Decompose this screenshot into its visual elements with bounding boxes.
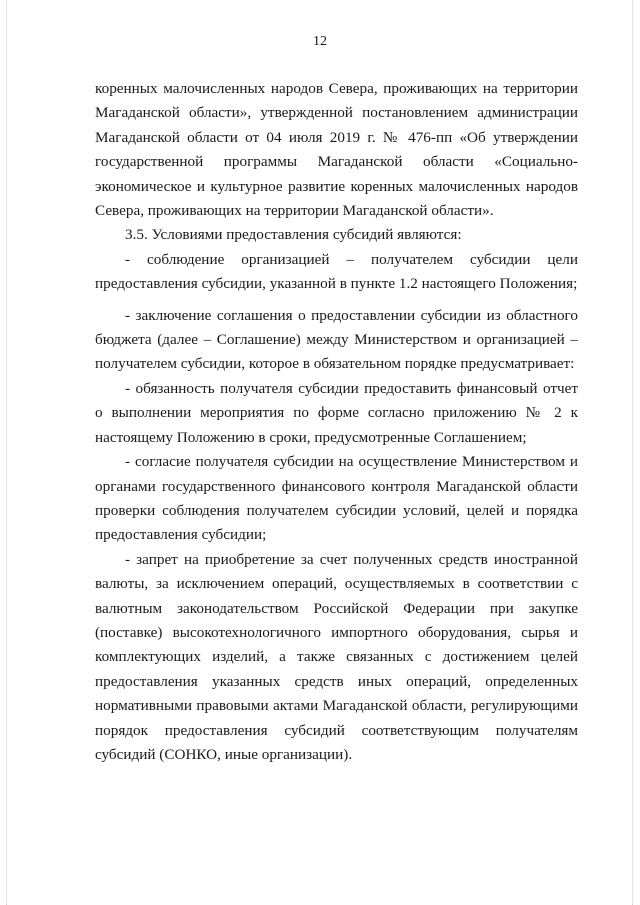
paragraph-currency-ban: - запрет на приобретение за счет полученных средств иностранной валюты, за исключением операций, осуществляемых в соответствии с валютным законодательством Российской Федерации при закупке (поставке) высокотехнологичного импортного оборудования, сырья и комплектующих изделий, а также связанных с достижением целей предоставления указанных средств иных операций, определенных нормативными правовыми актами Магаданской области, регулирующими порядок предоставления субсидий соответствующим получателям субсидий (СОНКО, иные организации). <box>95 550 578 763</box>
paragraph-condition-goal-compliance: - соблюдение организацией – получателем субсидии цели предоставления субсидии, указанной в пункте 1.2 настоящего Положения; <box>95 250 578 293</box>
paragraph-consent-inspection: - согласие получателя субсидии на осуществление Министерством и органами государственного финансового контроля Магаданской области проверки соблюдения получателем субсидии условий, целей и порядка предоставления субсидии; <box>95 453 578 544</box>
paragraph-section-3-5: 3.5. Условиями предоставления субсидий являются: <box>125 226 462 244</box>
paragraph-program-reference: коренных малочисленных народов Севера, проживающих на территории Магаданской области», утвержденной постановлением администрации Магаданской области от 04 июля 2019 г. № 476-пп «Об утверждении государственной программы Магаданской области «Социально-экономическое и культурное развитие коренных малочисленных народов Севера, проживающих на территории Магаданской области». <box>95 80 578 220</box>
paragraph-condition-agreement: - заключение соглашения о предоставлении субсидии из областного бюджета (далее – Соглашение) между Министерством и организацией – получателем субсидии, которое в обязательном порядке предусматривает: <box>95 306 578 373</box>
scan-edge-right <box>632 0 634 905</box>
page-number: 12 <box>313 34 327 49</box>
scan-edge-left <box>6 0 8 905</box>
document-body <box>95 77 578 767</box>
paragraph-obligation-report: - обязанность получателя субсидии предоставить финансовый отчет о выполнении мероприятия по форме согласно приложению № 2 к настоящему Положению в сроки, предусмотренные Соглашением; <box>95 379 578 446</box>
